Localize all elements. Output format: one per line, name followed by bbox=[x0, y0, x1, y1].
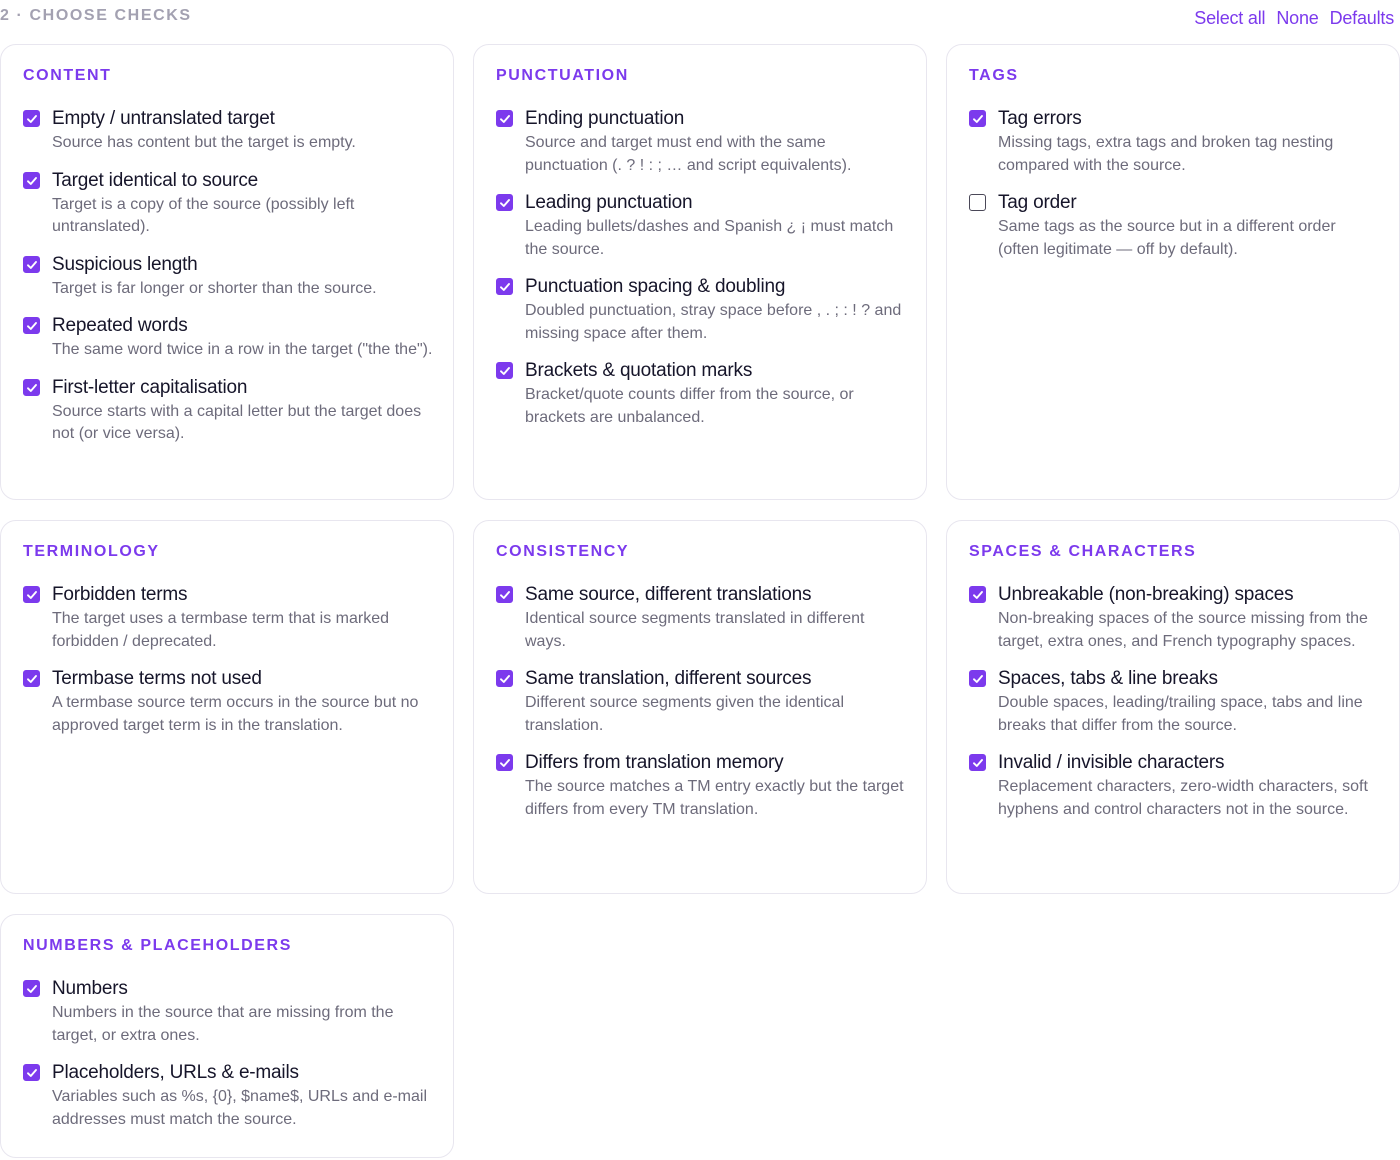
section-header bbox=[0, 0, 1400, 36]
check-item-target-identical-to-source[interactable] bbox=[23, 170, 433, 239]
step-title: 2 · CHOOSE CHECKS bbox=[0, 7, 192, 24]
check-label: Ending punctuation bbox=[525, 108, 685, 129]
check-item-same-source-different-translations[interactable] bbox=[496, 584, 906, 653]
checkbox-checked[interactable] bbox=[496, 110, 513, 127]
checkbox-unchecked[interactable] bbox=[969, 194, 986, 211]
checkbox-checked[interactable] bbox=[23, 172, 40, 189]
check-description: The same word twice in a row in the target ("the the"). bbox=[52, 341, 433, 358]
check-description: Missing tags, extra tags and broken tag nesting compared with the source. bbox=[998, 134, 1334, 174]
check-description: The source matches a TM entry exactly but the target differs from every TM translation. bbox=[525, 778, 904, 818]
card-title: PUNCTUATION bbox=[496, 67, 629, 84]
checkmark-icon bbox=[26, 113, 38, 125]
checkbox-checked[interactable] bbox=[23, 670, 40, 687]
check-list bbox=[969, 108, 1379, 276]
check-item-brackets-and-quotation-marks[interactable] bbox=[496, 360, 906, 429]
check-description: Leading bullets/dashes and Spanish ¿ ¡ must match the source. bbox=[525, 218, 894, 258]
checkbox-checked[interactable] bbox=[23, 1064, 40, 1081]
checkbox-checked[interactable] bbox=[969, 754, 986, 771]
checkmark-icon bbox=[499, 589, 511, 601]
check-item-invalid-invisible-characters[interactable] bbox=[969, 752, 1379, 821]
checkmark-icon bbox=[972, 757, 984, 769]
check-description: Target is a copy of the source (possibly left untranslated). bbox=[52, 195, 355, 235]
checkmark-icon bbox=[499, 281, 511, 293]
check-label: Same source, different translations bbox=[525, 584, 812, 605]
check-description: Doubled punctuation, stray space before , . ; : ! ? and missing space after them. bbox=[525, 302, 902, 342]
checkbox-checked[interactable] bbox=[23, 256, 40, 273]
checkmark-icon bbox=[26, 1067, 38, 1079]
checkmark-icon bbox=[499, 673, 511, 685]
checkmark-icon bbox=[499, 197, 511, 209]
checkbox-checked[interactable] bbox=[23, 379, 40, 396]
check-list bbox=[969, 584, 1379, 836]
card-consistency bbox=[473, 520, 927, 894]
check-item-numbers[interactable] bbox=[23, 978, 433, 1047]
check-item-punctuation-spacing-and-doubling[interactable] bbox=[496, 276, 906, 345]
check-label: Spaces, tabs & line breaks bbox=[998, 668, 1218, 689]
check-description: A termbase source term occurs in the source but no approved target term is in the translation. bbox=[52, 694, 419, 734]
check-item-leading-punctuation[interactable] bbox=[496, 192, 906, 261]
checkmark-icon bbox=[499, 113, 511, 125]
check-description: Source starts with a capital letter but the target does not (or vice versa). bbox=[52, 402, 422, 442]
checkbox-checked[interactable] bbox=[496, 194, 513, 211]
check-description: Target is far longer or shorter than the source. bbox=[52, 279, 377, 297]
card-numbers-placeholders bbox=[0, 914, 454, 1158]
check-description: Non-breaking spaces of the source missing from the target, extra ones, and French typography spaces. bbox=[998, 610, 1368, 650]
check-description: Source and target must end with the same punctuation (. ? ! : ; … and script equivalents). bbox=[525, 134, 852, 174]
check-item-first-letter-capitalisation[interactable] bbox=[23, 377, 433, 446]
checkmark-icon bbox=[26, 589, 38, 601]
card-title: CONSISTENCY bbox=[496, 543, 630, 560]
check-item-tag-errors[interactable] bbox=[969, 108, 1379, 177]
card-title: SPACES & CHARACTERS bbox=[969, 543, 1197, 560]
check-label: Suspicious length bbox=[52, 253, 198, 275]
check-label: Leading punctuation bbox=[525, 192, 693, 213]
check-item-forbidden-terms[interactable] bbox=[23, 584, 433, 653]
check-label: Same translation, different sources bbox=[525, 668, 812, 689]
select-none-link[interactable]: None bbox=[1276, 8, 1319, 28]
checkbox-checked[interactable] bbox=[23, 317, 40, 334]
checkmark-icon bbox=[499, 365, 511, 377]
check-description: Replacement characters, zero-width characters, soft hyphens and control characters not in the source. bbox=[998, 778, 1368, 818]
checkmark-icon bbox=[972, 589, 984, 601]
check-item-tag-order[interactable] bbox=[969, 192, 1379, 261]
check-label: Empty / untranslated target bbox=[52, 108, 275, 129]
check-label: Placeholders, URLs & e-mails bbox=[52, 1062, 299, 1083]
check-label: Unbreakable (non-breaking) spaces bbox=[998, 584, 1294, 605]
check-item-unbreakable-non-breaking-spaces[interactable] bbox=[969, 584, 1379, 653]
card-title: TAGS bbox=[969, 67, 1019, 84]
card-spaces-characters bbox=[946, 520, 1400, 894]
check-label: Forbidden terms bbox=[52, 584, 188, 605]
check-description: Bracket/quote counts differ from the source, or brackets are unbalanced. bbox=[525, 386, 854, 426]
select-all-link[interactable]: Select all bbox=[1194, 8, 1266, 28]
card-tags bbox=[946, 44, 1400, 500]
checkbox-checked[interactable] bbox=[23, 586, 40, 603]
checkbox-checked[interactable] bbox=[496, 362, 513, 379]
checkmark-icon bbox=[499, 757, 511, 769]
card-content bbox=[0, 44, 454, 500]
check-label: Numbers bbox=[52, 978, 128, 999]
check-label: Differs from translation memory bbox=[525, 752, 784, 773]
check-description: Identical source segments translated in different ways. bbox=[525, 610, 865, 650]
check-list bbox=[23, 108, 433, 461]
checkbox-checked[interactable] bbox=[496, 586, 513, 603]
check-label: Target identical to source bbox=[52, 169, 259, 191]
check-description: Variables such as %s, {0}, $name$, URLs and e-mail addresses must match the source. bbox=[52, 1088, 428, 1128]
check-label: Punctuation spacing & doubling bbox=[525, 276, 786, 297]
card-title: NUMBERS & PLACEHOLDERS bbox=[23, 937, 292, 954]
check-list bbox=[496, 584, 906, 836]
checkmark-icon bbox=[26, 175, 38, 187]
check-item-placeholders-urls-and-e-mails[interactable] bbox=[23, 1062, 433, 1131]
check-description: Double spaces, leading/trailing space, tabs and line breaks that differ from the source. bbox=[998, 694, 1363, 734]
check-item-differs-from-translation-memory[interactable] bbox=[496, 752, 906, 821]
check-description: Numbers in the source that are missing from the target, or extra ones. bbox=[52, 1004, 394, 1044]
check-item-termbase-terms-not-used[interactable] bbox=[23, 668, 433, 737]
checkmark-icon bbox=[972, 673, 984, 685]
checkmark-icon bbox=[972, 113, 984, 125]
check-description: The target uses a termbase term that is marked forbidden / deprecated. bbox=[52, 610, 390, 650]
check-label: Termbase terms not used bbox=[52, 668, 262, 689]
checkbox-checked[interactable] bbox=[496, 754, 513, 771]
check-label: Brackets & quotation marks bbox=[525, 360, 753, 381]
checkbox-checked[interactable] bbox=[496, 278, 513, 295]
card-title: CONTENT bbox=[23, 67, 112, 84]
checkbox-checked[interactable] bbox=[969, 110, 986, 127]
checkbox-checked[interactable] bbox=[969, 586, 986, 603]
check-list bbox=[23, 978, 433, 1146]
check-description: Same tags as the source but in a different order (often legitimate — off by default). bbox=[998, 218, 1336, 258]
defaults-link[interactable]: Defaults bbox=[1329, 8, 1394, 28]
check-label: Invalid / invisible characters bbox=[998, 752, 1225, 773]
checkmark-icon bbox=[26, 382, 38, 394]
check-description: Source has content but the target is empty. bbox=[52, 134, 356, 151]
check-label: Tag order bbox=[998, 192, 1077, 213]
checkbox-checked[interactable] bbox=[496, 670, 513, 687]
checkmark-icon bbox=[26, 320, 38, 332]
checkbox-checked[interactable] bbox=[23, 110, 40, 127]
check-list bbox=[23, 584, 433, 752]
card-terminology bbox=[0, 520, 454, 894]
check-description: Different source segments given the identical translation. bbox=[525, 694, 844, 734]
checkmark-icon bbox=[26, 259, 38, 271]
checkmark-icon bbox=[26, 673, 38, 685]
selection-actions bbox=[1194, 8, 1394, 29]
card-punctuation bbox=[473, 44, 927, 500]
check-list bbox=[496, 108, 906, 444]
check-label: First-letter capitalisation bbox=[52, 376, 248, 398]
check-item-suspicious-length[interactable] bbox=[23, 254, 433, 301]
check-item-empty-untranslated-target[interactable] bbox=[23, 108, 433, 155]
checkbox-checked[interactable] bbox=[23, 980, 40, 997]
check-item-ending-punctuation[interactable] bbox=[496, 108, 906, 177]
check-label: Repeated words bbox=[52, 315, 188, 336]
check-item-repeated-words[interactable] bbox=[23, 315, 433, 362]
check-item-same-translation-different-sources[interactable] bbox=[496, 668, 906, 737]
card-title: TERMINOLOGY bbox=[23, 543, 160, 560]
checkmark-icon bbox=[26, 983, 38, 995]
check-label: Tag errors bbox=[998, 108, 1082, 129]
checkbox-checked[interactable] bbox=[969, 670, 986, 687]
check-item-spaces-tabs-and-line-breaks[interactable] bbox=[969, 668, 1379, 737]
